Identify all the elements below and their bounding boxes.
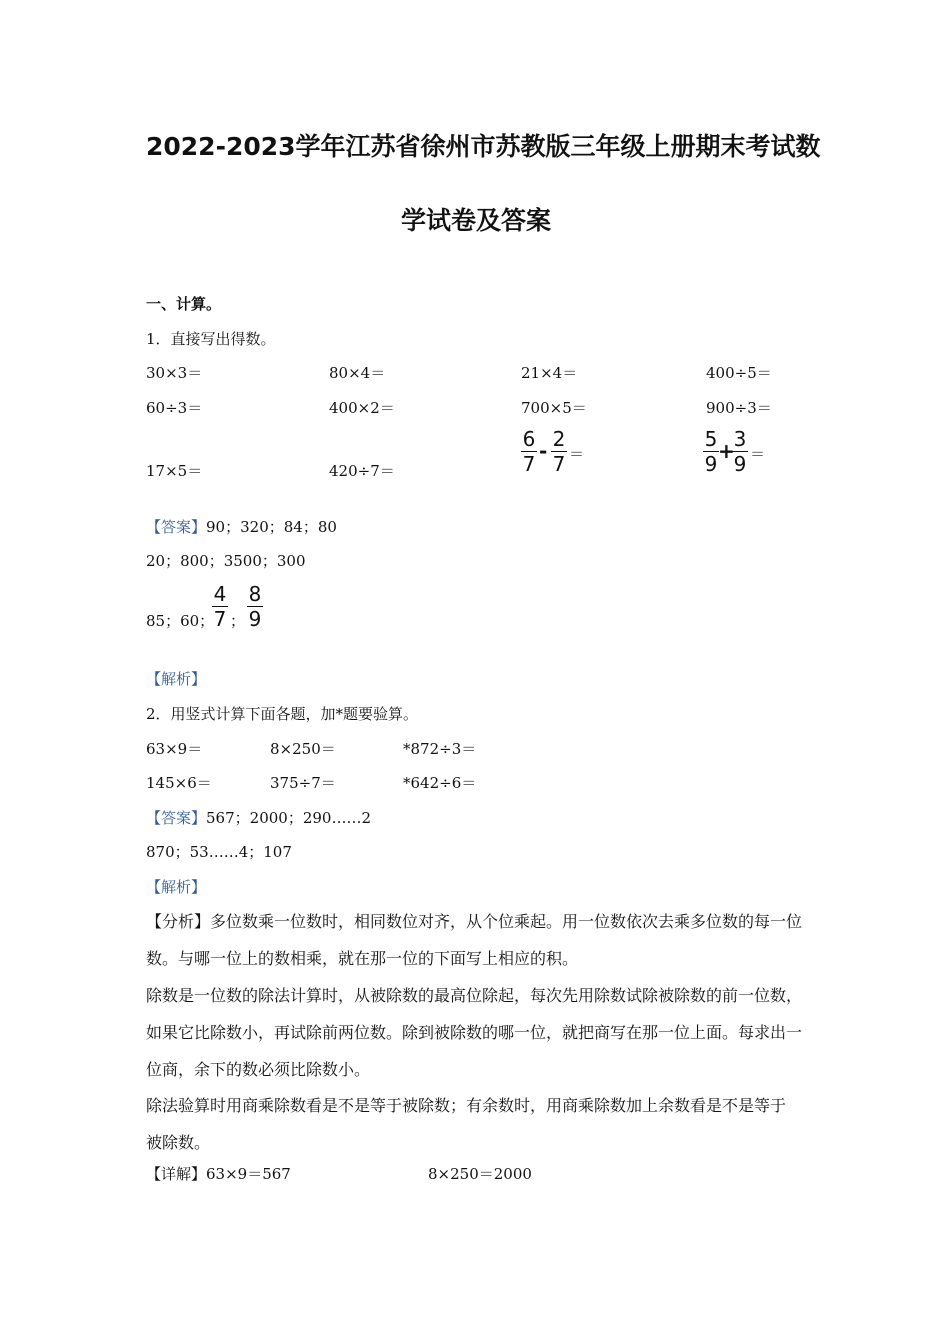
q2-item: *642÷6＝ [403,774,477,792]
denominator: 9 [248,607,262,631]
analysis-paragraph-line: 如果它比除数小，再试除前两位数。除到被除数的哪一位，就把商写在那一位上面。每求出一 [146,1023,803,1042]
equals-sign: ＝ [750,445,766,463]
answer-tag: 【答案】 [146,809,207,827]
q1-item: 80×4＝ [329,364,386,382]
numerator: 8 [248,582,262,606]
answer-line-prefix: 85；60； [146,612,215,630]
operator: + [718,439,735,463]
analysis-paragraph-line: 被除数。 [146,1133,211,1152]
analysis-paragraph-line: 数。与哪一位上的数相乘，就在那一位的下面写上相应的积。 [146,949,579,968]
page-title-line1: 2022-2023学年江苏省徐州市苏教版三年级上册期末考试数 [146,132,821,161]
answer-text: 567；2000；290……2 [206,809,371,827]
fraction [521,428,537,475]
q1-item: 900÷3＝ [706,399,772,417]
answer-line: 20；800；3500；300 [146,552,306,570]
answer-line [146,516,337,537]
fraction [732,428,748,475]
answer-text: 90；320；84；80 [206,518,337,536]
q2-item: 145×6＝ [146,774,212,792]
numerator: 3 [733,427,747,451]
analysis-paragraph-line: 【分析】多位数乘一位数时，相同数位对齐，从个位乘起。用一位数依次去乘多位数的每一位 [146,912,803,931]
answer-fraction [247,583,263,630]
answer-line [146,807,371,828]
operator: - [539,439,548,463]
numerator: 2 [552,427,566,451]
analysis-paragraph-line: 除数是一位数的除法计算时，从被除数的最高位除起，每次先用除数试除被除数的前一位数， [146,986,803,1005]
q1-item: 21×4＝ [521,364,578,382]
analysis-tag: 【解析】 [146,670,207,688]
denominator: 7 [552,452,566,476]
fraction [703,428,719,475]
numerator: 5 [704,427,718,451]
equals-sign: ＝ [569,445,585,463]
q2-item: 375÷7＝ [270,774,336,792]
analysis-tag: 【解析】 [146,878,207,896]
q1-item: 400×2＝ [329,399,395,417]
detail-line-2: 8×250＝2000 [428,1165,532,1183]
analysis-paragraph-line: 位商，余下的数必须比除数小。 [146,1060,371,1079]
answer-fraction [212,583,228,630]
question-2-prompt: 2．用竖式计算下面各题，加*题要验算。 [146,705,419,723]
denominator: 7 [522,452,536,476]
fraction [551,428,567,475]
analysis-paragraph-line: 除法验算时用商乘除数看是不是等于被除数；有余数时，用商乘除数加上余数看是不是等于 [146,1096,787,1115]
page-title-line2: 学试卷及答案 [401,206,552,235]
q1-item: 30×3＝ [146,364,203,382]
q2-item: 63×9＝ [146,740,203,758]
detail-line: 【详解】63×9＝567 [146,1165,291,1183]
question-1-prompt: 1．直接写出得数。 [146,330,276,348]
q1-item: 17×5＝ [146,462,203,480]
answer-separator: ； [230,612,246,630]
answer-tag: 【答案】 [146,518,207,536]
q1-item: 60÷3＝ [146,399,203,417]
q1-item: 420÷7＝ [329,462,395,480]
denominator: 7 [213,607,227,631]
q1-item: 700×5＝ [521,399,587,417]
denominator: 9 [733,452,747,476]
denominator: 9 [704,452,718,476]
numerator: 6 [522,427,536,451]
q2-item: *872÷3＝ [403,740,477,758]
q1-item: 400÷5＝ [706,364,772,382]
numerator: 4 [213,582,227,606]
q2-item: 8×250＝ [270,740,336,758]
answer-line: 870；53……4；107 [146,843,292,861]
section-heading: 一、计算。 [146,295,222,313]
